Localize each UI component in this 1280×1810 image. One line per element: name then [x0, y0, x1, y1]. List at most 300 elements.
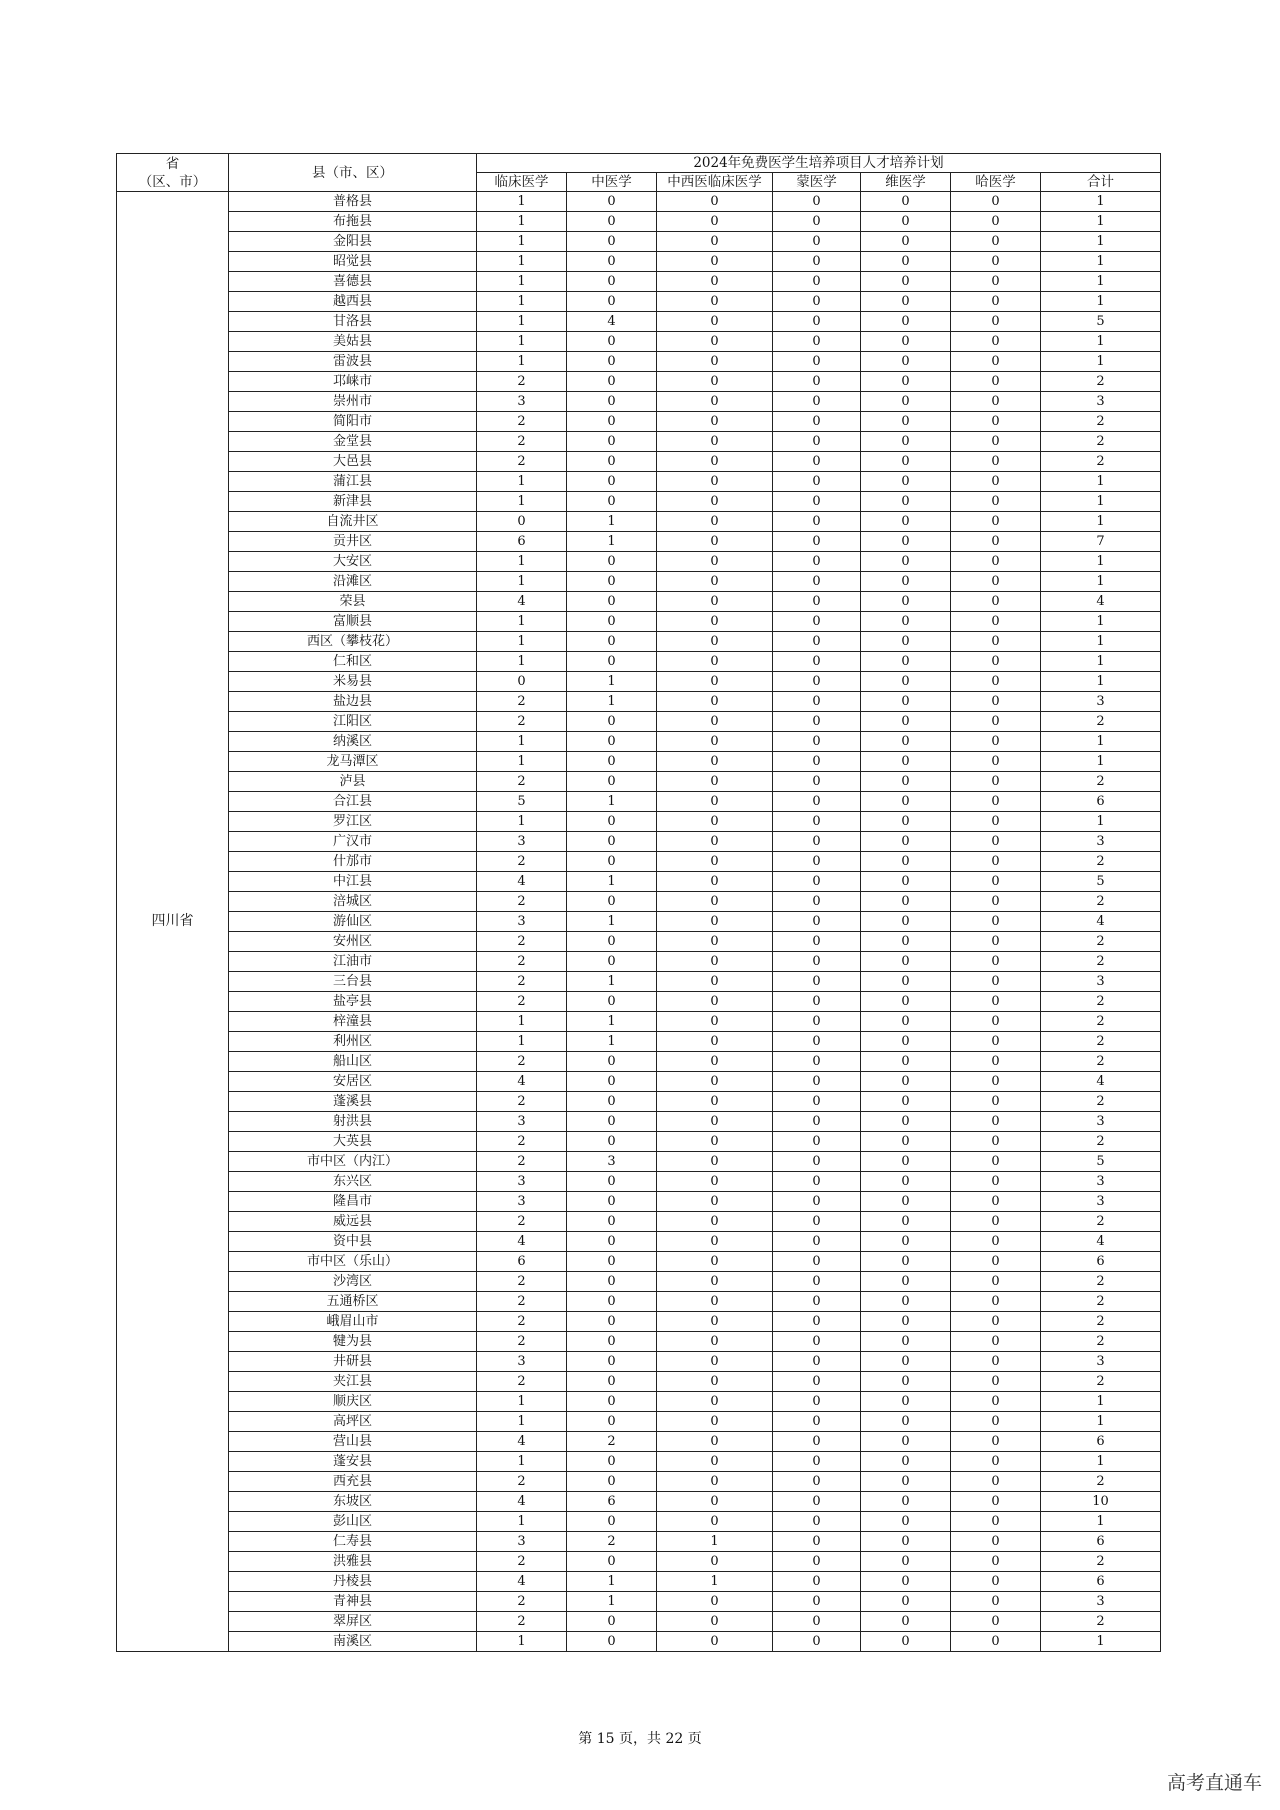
value-cell: 0: [951, 1452, 1041, 1472]
value-cell: 0: [477, 512, 567, 532]
value-cell: 0: [951, 1532, 1041, 1552]
table-row: [117, 1552, 1161, 1572]
county-cell: 资中县: [229, 1232, 477, 1252]
value-cell: 0: [567, 1172, 657, 1192]
county-cell: 市中区（乐山）: [229, 1252, 477, 1272]
value-cell: 0: [951, 1592, 1041, 1612]
value-cell: 2: [477, 852, 567, 872]
value-cell: 0: [773, 1312, 861, 1332]
value-cell: 1: [1041, 572, 1161, 592]
value-cell: 2: [477, 1052, 567, 1072]
value-cell: 0: [657, 672, 773, 692]
table-row: [117, 1292, 1161, 1312]
county-cell: 江阳区: [229, 712, 477, 732]
value-cell: 0: [861, 1012, 951, 1032]
value-cell: 0: [861, 552, 951, 572]
county-cell: 利州区: [229, 1032, 477, 1052]
value-cell: 3: [477, 1192, 567, 1212]
county-cell: 雷波县: [229, 352, 477, 372]
value-cell: 0: [861, 1252, 951, 1272]
value-cell: 0: [861, 1392, 951, 1412]
value-cell: 1: [1041, 1412, 1161, 1432]
value-cell: 0: [951, 1132, 1041, 1152]
value-cell: 0: [773, 1232, 861, 1252]
county-cell: 甘洛县: [229, 312, 477, 332]
county-cell: 贡井区: [229, 532, 477, 552]
value-cell: 0: [951, 272, 1041, 292]
value-cell: 0: [773, 272, 861, 292]
value-cell: 0: [773, 1052, 861, 1072]
value-cell: 0: [773, 872, 861, 892]
value-cell: 0: [657, 1492, 773, 1512]
table-row: [117, 1512, 1161, 1532]
value-cell: 0: [861, 1032, 951, 1052]
value-cell: 2: [477, 1472, 567, 1492]
value-cell: 1: [1041, 1512, 1161, 1532]
value-cell: 2: [1041, 772, 1161, 792]
value-cell: 1: [1041, 1452, 1161, 1472]
value-cell: 0: [567, 732, 657, 752]
value-cell: 0: [657, 472, 773, 492]
table-row: [117, 352, 1161, 372]
table-row: [117, 772, 1161, 792]
county-cell: 隆昌市: [229, 1192, 477, 1212]
value-cell: 0: [951, 1572, 1041, 1592]
value-cell: 0: [657, 872, 773, 892]
value-cell: 0: [951, 852, 1041, 872]
value-cell: 6: [1041, 792, 1161, 812]
table-row: [117, 432, 1161, 452]
value-cell: 0: [773, 812, 861, 832]
value-cell: 0: [861, 592, 951, 612]
value-cell: 0: [657, 352, 773, 372]
value-cell: 0: [861, 692, 951, 712]
county-cell: 荣县: [229, 592, 477, 612]
table-row: [117, 552, 1161, 572]
value-cell: 0: [951, 372, 1041, 392]
value-cell: 0: [657, 1272, 773, 1292]
value-cell: 4: [477, 1232, 567, 1252]
value-cell: 0: [773, 1212, 861, 1232]
value-cell: 0: [657, 552, 773, 572]
table-row: [117, 472, 1161, 492]
value-cell: 0: [861, 672, 951, 692]
value-cell: 0: [861, 1612, 951, 1632]
table-row: [117, 1032, 1161, 1052]
table-row: [117, 1092, 1161, 1112]
value-cell: 3: [567, 1152, 657, 1172]
value-cell: 0: [773, 1492, 861, 1512]
value-cell: 0: [567, 292, 657, 312]
value-cell: 0: [773, 392, 861, 412]
value-cell: 0: [773, 712, 861, 732]
value-cell: 0: [567, 992, 657, 1012]
value-cell: 0: [951, 192, 1041, 212]
value-cell: 0: [861, 252, 951, 272]
value-cell: 0: [567, 272, 657, 292]
value-cell: 1: [657, 1572, 773, 1592]
table-row: [117, 832, 1161, 852]
value-cell: 5: [1041, 1152, 1161, 1172]
value-cell: 2: [477, 1612, 567, 1632]
value-cell: 0: [567, 352, 657, 372]
value-cell: 0: [657, 1092, 773, 1112]
value-cell: 0: [951, 972, 1041, 992]
value-cell: 0: [861, 1112, 951, 1132]
county-cell: 洪雅县: [229, 1552, 477, 1572]
value-cell: 0: [657, 452, 773, 472]
value-cell: 0: [773, 572, 861, 592]
value-cell: 0: [657, 852, 773, 872]
value-cell: 0: [773, 432, 861, 452]
value-cell: 1: [477, 612, 567, 632]
value-cell: 0: [951, 452, 1041, 472]
value-cell: 0: [773, 912, 861, 932]
county-cell: 市中区（内江）: [229, 1152, 477, 1172]
value-cell: 0: [773, 552, 861, 572]
value-cell: 0: [773, 1172, 861, 1192]
county-cell: 普格县: [229, 192, 477, 212]
value-cell: 0: [657, 1132, 773, 1152]
table-row: [117, 672, 1161, 692]
value-cell: 0: [861, 1332, 951, 1352]
table-row: [117, 1412, 1161, 1432]
value-cell: 0: [657, 1512, 773, 1532]
value-cell: 1: [1041, 1392, 1161, 1412]
table-row: [117, 592, 1161, 612]
table-body: [117, 192, 1161, 1652]
value-cell: 1: [477, 652, 567, 672]
value-cell: 6: [1041, 1252, 1161, 1272]
county-cell: 中江县: [229, 872, 477, 892]
value-cell: 0: [861, 852, 951, 872]
value-cell: 0: [951, 912, 1041, 932]
table-row: [117, 792, 1161, 812]
value-cell: 0: [861, 392, 951, 412]
value-cell: 0: [951, 1332, 1041, 1352]
value-cell: 0: [773, 1452, 861, 1472]
value-cell: 0: [657, 1052, 773, 1072]
value-cell: 0: [657, 652, 773, 672]
value-cell: 0: [567, 252, 657, 272]
value-cell: 0: [773, 1552, 861, 1572]
county-cell: 高坪区: [229, 1412, 477, 1432]
table-row: [117, 392, 1161, 412]
value-cell: 0: [657, 592, 773, 612]
county-cell: 南溪区: [229, 1632, 477, 1652]
value-cell: 0: [657, 1312, 773, 1332]
value-cell: 0: [951, 932, 1041, 952]
county-cell: 越西县: [229, 292, 477, 312]
value-cell: 2: [1041, 1132, 1161, 1152]
value-cell: 2: [477, 692, 567, 712]
county-cell: 蓬安县: [229, 1452, 477, 1472]
value-cell: 1: [567, 532, 657, 552]
value-cell: 0: [657, 1352, 773, 1372]
plan-title-header: 2024年免费医学生培养项目人才培养计划: [477, 154, 1161, 173]
value-cell: 0: [567, 612, 657, 632]
table-row: [117, 1432, 1161, 1452]
table-row: [117, 1612, 1161, 1632]
value-cell: 4: [477, 1492, 567, 1512]
value-cell: 2: [477, 1552, 567, 1572]
county-cell: 江油市: [229, 952, 477, 972]
value-cell: 0: [773, 1292, 861, 1312]
value-cell: 0: [951, 1352, 1041, 1372]
county-cell: 船山区: [229, 1052, 477, 1072]
value-cell: 0: [951, 392, 1041, 412]
value-cell: 4: [1041, 1072, 1161, 1092]
value-cell: 1: [477, 1032, 567, 1052]
table-row: [117, 572, 1161, 592]
value-cell: 2: [567, 1432, 657, 1452]
county-cell: 昭觉县: [229, 252, 477, 272]
value-cell: 0: [773, 1472, 861, 1492]
value-cell: 0: [567, 552, 657, 572]
county-cell: 米易县: [229, 672, 477, 692]
value-cell: 4: [477, 872, 567, 892]
value-cell: 0: [773, 1272, 861, 1292]
value-cell: 0: [657, 1252, 773, 1272]
value-cell: 0: [951, 1092, 1041, 1112]
value-cell: 0: [861, 532, 951, 552]
value-cell: 2: [567, 1532, 657, 1552]
value-cell: 0: [861, 1052, 951, 1072]
value-cell: 1: [477, 752, 567, 772]
value-cell: 0: [951, 1252, 1041, 1272]
value-cell: 0: [951, 1312, 1041, 1332]
value-cell: 0: [951, 992, 1041, 1012]
value-cell: 1: [1041, 272, 1161, 292]
value-cell: 0: [951, 1472, 1041, 1492]
value-cell: 1: [1041, 652, 1161, 672]
value-cell: 2: [1041, 1372, 1161, 1392]
value-cell: 0: [773, 532, 861, 552]
value-cell: 0: [773, 1032, 861, 1052]
value-cell: 1: [1041, 672, 1161, 692]
value-cell: 0: [567, 772, 657, 792]
value-cell: 1: [477, 1392, 567, 1412]
value-cell: 1: [477, 312, 567, 332]
value-cell: 2: [477, 892, 567, 912]
value-cell: 3: [1041, 1172, 1161, 1192]
value-cell: 0: [951, 772, 1041, 792]
column-header: 维医学: [861, 173, 951, 192]
value-cell: 0: [951, 492, 1041, 512]
table-row: [117, 652, 1161, 672]
value-cell: 0: [861, 432, 951, 452]
value-cell: 0: [773, 1112, 861, 1132]
value-cell: 0: [861, 1572, 951, 1592]
value-cell: 0: [567, 1552, 657, 1572]
value-cell: 0: [951, 1392, 1041, 1412]
value-cell: 0: [861, 892, 951, 912]
value-cell: 0: [861, 1212, 951, 1232]
value-cell: 0: [773, 1572, 861, 1592]
value-cell: 1: [1041, 232, 1161, 252]
table-row: [117, 892, 1161, 912]
value-cell: 0: [657, 1552, 773, 1572]
value-cell: 0: [657, 1612, 773, 1632]
value-cell: 0: [951, 1272, 1041, 1292]
value-cell: 3: [477, 1352, 567, 1372]
value-cell: 1: [1041, 292, 1161, 312]
value-cell: 0: [657, 1592, 773, 1612]
value-cell: 0: [951, 952, 1041, 972]
value-cell: 0: [657, 332, 773, 352]
county-cell: 丹棱县: [229, 1572, 477, 1592]
value-cell: 0: [951, 1292, 1041, 1312]
value-cell: 0: [951, 232, 1041, 252]
column-header: 蒙医学: [773, 173, 861, 192]
value-cell: 0: [861, 372, 951, 392]
table-row: [117, 1312, 1161, 1332]
value-cell: 0: [951, 1212, 1041, 1232]
value-cell: 0: [861, 732, 951, 752]
value-cell: 0: [567, 1452, 657, 1472]
table-row: [117, 992, 1161, 1012]
value-cell: 0: [773, 452, 861, 472]
county-cell: 仁和区: [229, 652, 477, 672]
county-cell: 什邡市: [229, 852, 477, 872]
value-cell: 2: [477, 972, 567, 992]
table-row: [117, 452, 1161, 472]
value-cell: 2: [477, 1152, 567, 1172]
value-cell: 0: [657, 572, 773, 592]
value-cell: 0: [657, 292, 773, 312]
value-cell: 0: [567, 632, 657, 652]
county-cell: 沿滩区: [229, 572, 477, 592]
table-row: [117, 1492, 1161, 1512]
value-cell: 0: [951, 692, 1041, 712]
value-cell: 0: [861, 1632, 951, 1652]
table-row: [117, 332, 1161, 352]
value-cell: 0: [773, 1512, 861, 1532]
value-cell: 2: [1041, 952, 1161, 972]
value-cell: 6: [1041, 1572, 1161, 1592]
value-cell: 0: [861, 1192, 951, 1212]
value-cell: 0: [567, 1252, 657, 1272]
value-cell: 2: [1041, 1612, 1161, 1632]
value-cell: 0: [861, 572, 951, 592]
value-cell: 0: [861, 1512, 951, 1532]
value-cell: 0: [861, 212, 951, 232]
table-row: [117, 512, 1161, 532]
value-cell: 0: [951, 1632, 1041, 1652]
value-cell: 0: [773, 1612, 861, 1632]
value-cell: 0: [567, 1072, 657, 1092]
value-cell: 0: [657, 492, 773, 512]
value-cell: 2: [477, 772, 567, 792]
value-cell: 0: [861, 1532, 951, 1552]
value-cell: 0: [773, 1012, 861, 1032]
value-cell: 0: [951, 1072, 1041, 1092]
value-cell: 0: [951, 1012, 1041, 1032]
value-cell: 0: [951, 1512, 1041, 1532]
value-cell: 2: [477, 1592, 567, 1612]
table-row: [117, 972, 1161, 992]
value-cell: 0: [773, 612, 861, 632]
value-cell: 0: [951, 412, 1041, 432]
value-cell: 1: [477, 552, 567, 572]
table-row: [117, 1572, 1161, 1592]
value-cell: 1: [477, 1512, 567, 1532]
table-row: [117, 1152, 1161, 1172]
value-cell: 0: [567, 1212, 657, 1232]
value-cell: 0: [567, 932, 657, 952]
column-header: 中西医临床医学: [657, 173, 773, 192]
value-cell: 4: [477, 1572, 567, 1592]
value-cell: 0: [951, 312, 1041, 332]
value-cell: 0: [567, 1232, 657, 1252]
value-cell: 1: [477, 572, 567, 592]
value-cell: 0: [657, 212, 773, 232]
value-cell: 3: [477, 392, 567, 412]
table-row: [117, 732, 1161, 752]
table-row: [117, 532, 1161, 552]
value-cell: 6: [477, 532, 567, 552]
value-cell: 0: [567, 952, 657, 972]
value-cell: 0: [951, 1112, 1041, 1132]
value-cell: 0: [657, 1192, 773, 1212]
value-cell: 0: [657, 1332, 773, 1352]
value-cell: 0: [477, 672, 567, 692]
value-cell: 0: [657, 1632, 773, 1652]
value-cell: 1: [477, 352, 567, 372]
value-cell: 0: [567, 812, 657, 832]
value-cell: 0: [773, 932, 861, 952]
county-cell: 简阳市: [229, 412, 477, 432]
value-cell: 0: [773, 632, 861, 652]
watermark: 高考直通车: [1166, 1772, 1262, 1794]
value-cell: 0: [951, 752, 1041, 772]
value-cell: 2: [477, 1292, 567, 1312]
value-cell: 0: [657, 812, 773, 832]
value-cell: 1: [477, 332, 567, 352]
value-cell: 7: [1041, 532, 1161, 552]
value-cell: 0: [657, 1292, 773, 1312]
value-cell: 0: [861, 1072, 951, 1092]
value-cell: 0: [567, 892, 657, 912]
county-cell: 合江县: [229, 792, 477, 812]
value-cell: 0: [773, 372, 861, 392]
value-cell: 0: [951, 1612, 1041, 1632]
value-cell: 2: [1041, 452, 1161, 472]
county-cell: 五通桥区: [229, 1292, 477, 1312]
value-cell: 0: [773, 1592, 861, 1612]
value-cell: 2: [477, 1332, 567, 1352]
value-cell: 0: [773, 212, 861, 232]
value-cell: 0: [567, 1512, 657, 1532]
value-cell: 0: [567, 472, 657, 492]
county-cell: 蓬溪县: [229, 1092, 477, 1112]
value-cell: 0: [657, 952, 773, 972]
table-row: [117, 412, 1161, 432]
value-cell: 0: [657, 992, 773, 1012]
value-cell: 0: [567, 212, 657, 232]
value-cell: 0: [773, 1132, 861, 1152]
value-cell: 0: [567, 452, 657, 472]
value-cell: 1: [567, 1572, 657, 1592]
province-cell: 四川省: [117, 192, 229, 1652]
value-cell: 1: [1041, 732, 1161, 752]
table-row: [117, 372, 1161, 392]
value-cell: 0: [773, 772, 861, 792]
value-cell: 0: [951, 1412, 1041, 1432]
table-row: [117, 1352, 1161, 1372]
value-cell: 0: [861, 752, 951, 772]
value-cell: 0: [567, 572, 657, 592]
